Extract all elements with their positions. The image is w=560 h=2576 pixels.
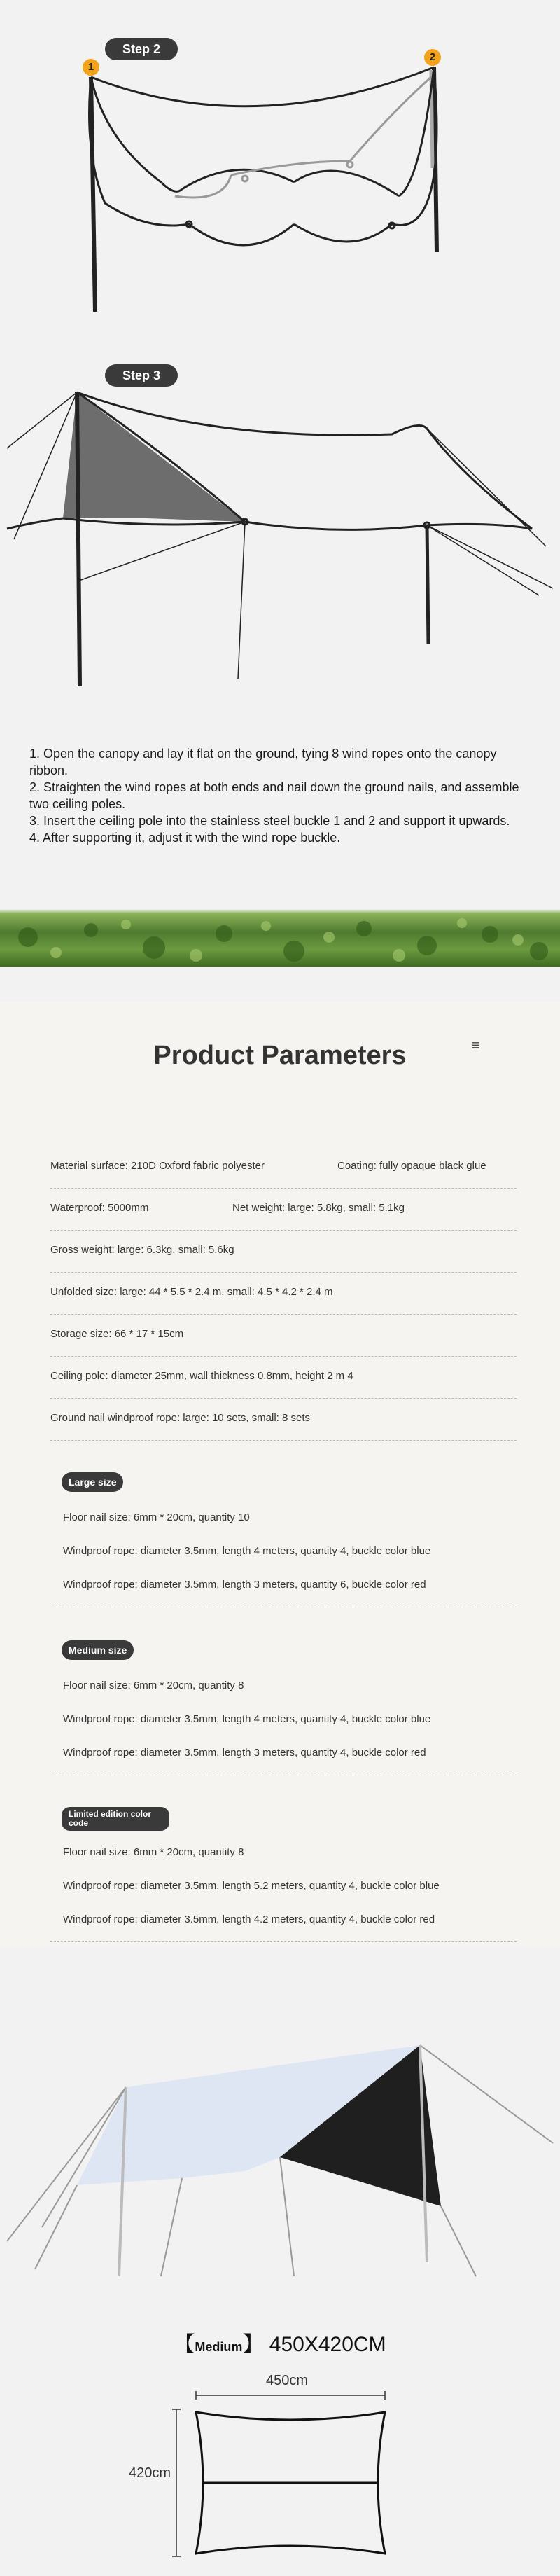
instruction-step-3: 3. Insert the ceiling pole into the stainless steel buckle 1 and 2 and support it upwards. xyxy=(29,814,510,828)
param-row-unfolded-size: Unfolded size: large: 44 * 5.5 * 2.4 m, small: 4.5 * 4.2 * 2.4 m xyxy=(50,1286,517,1315)
instruction-step-2: 2. Straighten the wind ropes at both ends and nail down the ground nails, and assemble two ceiling poles. xyxy=(29,780,519,811)
param-row-material: Material surface: 210D Oxford fabric polyester Coating: fully opaque black glue xyxy=(50,1160,517,1189)
large-spec-line: Floor nail size: 6mm * 20cm, quantity 10 xyxy=(63,1511,250,1523)
height-label: 420cm xyxy=(129,2465,172,2481)
step-2-illustration xyxy=(0,42,560,322)
instruction-step-1: 1. Open the canopy and lay it flat on the ground, tying 8 wind ropes onto the canopy ribbon. xyxy=(29,747,497,777)
menu-icon: ≡ xyxy=(472,1038,480,1053)
setup-instructions xyxy=(29,745,519,846)
bracket-open: 【 xyxy=(174,2333,195,2356)
limited-spec-line: Windproof rope: diameter 3.5mm, length 5.2 meters, quantity 4, buckle color blue xyxy=(63,1880,440,1892)
medium-spec-line: Floor nail size: 6mm * 20cm, quantity 8 xyxy=(63,1680,244,1691)
instruction-step-4: 4. After supporting it, adjust it with the wind rope buckle. xyxy=(29,831,341,845)
grass-texture xyxy=(0,909,560,967)
limited-divider xyxy=(50,1929,517,1942)
size-variant-label: Medium xyxy=(195,2340,243,2354)
param-row-ceiling-pole: Ceiling pole: diameter 25mm, wall thickness 0.8mm, height 2 m 4 xyxy=(50,1370,517,1399)
step-3-badge: Step 3 xyxy=(105,364,178,387)
param-row-waterproof: Waterproof: 5000mm Net weight: large: 5.8kg, small: 5.1kg xyxy=(50,1202,517,1231)
bracket-close: 】 xyxy=(242,2333,264,2356)
limited-spec-line: Floor nail size: 6mm * 20cm, quantity 8 xyxy=(63,1846,244,1858)
large-spec-line: Windproof rope: diameter 3.5mm, length 3 meters, quantity 6, buckle color red xyxy=(63,1579,426,1591)
canopy-illustration xyxy=(0,2031,560,2283)
param-row-ground-nail: Ground nail windproof rope: large: 10 sets, small: 8 sets xyxy=(50,1412,517,1441)
limited-edition-tag: Limited edition color code xyxy=(62,1807,169,1831)
large-divider xyxy=(50,1594,517,1607)
limited-spec-line: Windproof rope: diameter 3.5mm, length 4.2 meters, quantity 4, buckle color red xyxy=(63,1913,435,1925)
param-row-storage-size: Storage size: 66 * 17 * 15cm xyxy=(50,1328,517,1357)
parameters-title: Product Parameters xyxy=(153,1041,407,1070)
step-2-badge: Step 2 xyxy=(105,38,178,60)
medium-size-tag: Medium size xyxy=(62,1640,134,1660)
size-heading xyxy=(0,2327,560,2357)
size-dimensions: 450X420CM xyxy=(269,2333,386,2356)
pole-marker-1: 1 xyxy=(83,59,99,76)
medium-spec-line: Windproof rope: diameter 3.5mm, length 4 meters, quantity 4, buckle color blue xyxy=(63,1713,431,1725)
width-label: 450cm xyxy=(266,2373,309,2388)
medium-divider xyxy=(50,1762,517,1775)
step-3-illustration xyxy=(0,378,560,700)
large-spec-line: Windproof rope: diameter 3.5mm, length 4 meters, quantity 4, buckle color blue xyxy=(63,1545,431,1557)
pole-marker-2: 2 xyxy=(424,49,441,66)
canopy-dimension-diagram xyxy=(161,2388,413,2570)
param-row-gross-weight: Gross weight: large: 6.3kg, small: 5.6kg xyxy=(50,1244,517,1273)
large-size-tag: Large size xyxy=(62,1472,123,1492)
medium-spec-line: Windproof rope: diameter 3.5mm, length 3 meters, quantity 4, buckle color red xyxy=(63,1747,426,1759)
